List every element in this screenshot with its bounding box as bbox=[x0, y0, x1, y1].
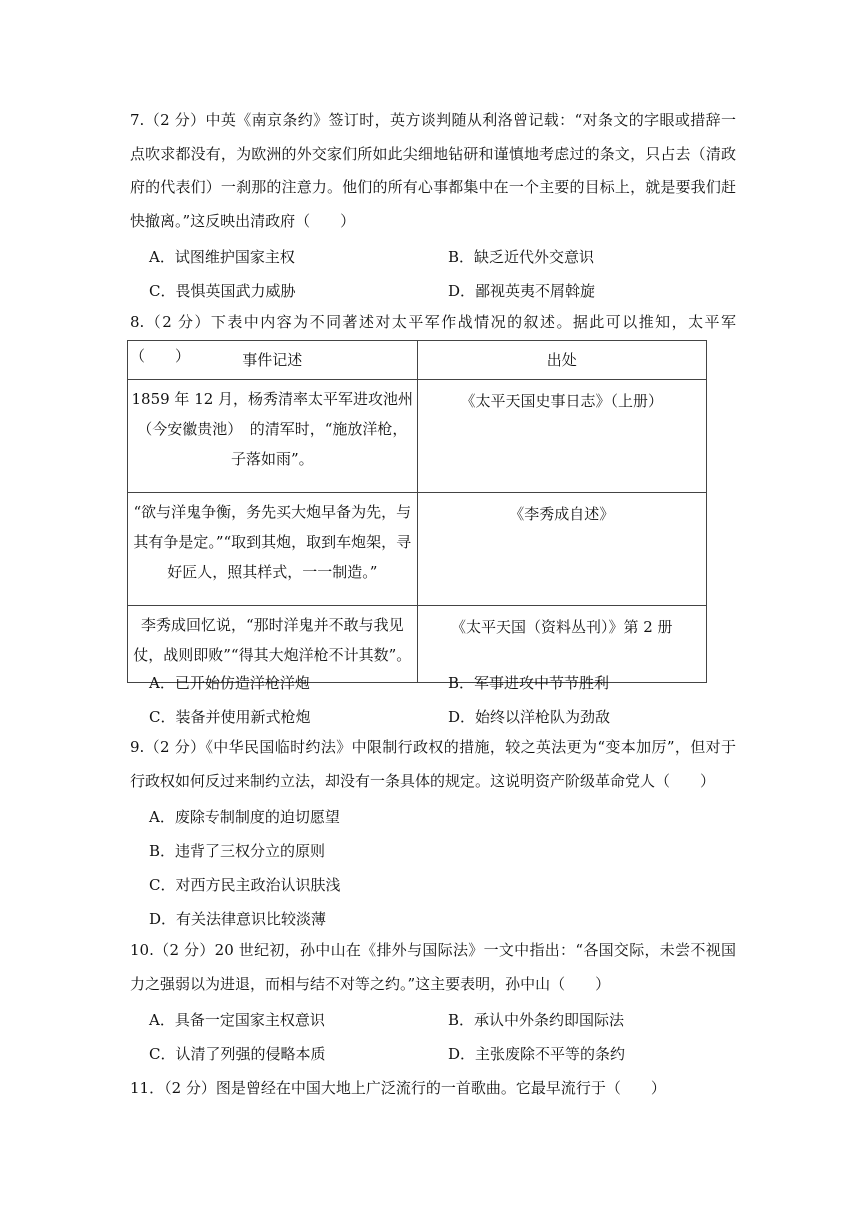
table-cell-source: 《太平天国（资料丛刊）》第 2 册 bbox=[417, 606, 706, 683]
question-8-option-a[interactable]: A．已开始仿造洋枪洋炮 bbox=[149, 674, 310, 692]
table-row bbox=[128, 380, 707, 493]
table-cell-record: 李秀成回忆说，“那时洋鬼并不敢与我见仗，战则即败”“得其大炮洋枪不计其数”。 bbox=[133, 616, 412, 664]
question-8-options-row-2 bbox=[149, 705, 749, 729]
table-cell-record: 1859 年 12 月，杨秀清率太平军进攻池州（今安徽贵池） 的清军时，“施放洋枪，子落如雨”。 bbox=[131, 390, 414, 468]
table-cell-source: 《李秀成自述》 bbox=[417, 493, 706, 606]
question-8-option-d[interactable]: D．始终以洋枪队为劲敌 bbox=[448, 708, 611, 726]
question-7-option-b[interactable]: B．缺乏近代外交意识 bbox=[448, 248, 595, 266]
question-10-option-d[interactable]: D．主张废除不平等的条约 bbox=[448, 1045, 626, 1063]
question-9-option-c[interactable]: C．对西方民主政治认识肤浅 bbox=[149, 876, 341, 894]
question-7-options-row-2 bbox=[149, 279, 749, 303]
events-table bbox=[127, 340, 707, 683]
table-row bbox=[128, 493, 707, 606]
question-8-stem: 8.（2 分）下表中内容为不同著述对太平军作战情况的叙述。据此可以推知，太平军（ ） bbox=[130, 313, 736, 365]
question-8-option-b[interactable]: B．军事进攻中节节胜利 bbox=[448, 674, 610, 692]
table-header-row bbox=[128, 341, 707, 380]
question-10-option-c[interactable]: C．认清了列强的侵略本质 bbox=[149, 1045, 326, 1063]
question-7-option-a[interactable]: A．试图维护国家主权 bbox=[149, 248, 295, 266]
question-7-stem: 7.（2 分）中英《南京条约》签订时，英方谈判随从利洛曾记载：“对条文的字眼或措辞一点吹求都没有，为欧洲的外交家们所如此尖细地钻研和谨慎地考虑过的条文，只占去（清政府的代表们）一刹那的注意力。他们的所有心事都集中在一个主要的目标上，就是要我们赶快撤离。”这反映出清政府（ ） bbox=[130, 111, 736, 230]
question-10-options-row-1 bbox=[149, 1008, 749, 1032]
question-10-option-a[interactable]: A．具备一定国家主权意识 bbox=[149, 1011, 325, 1029]
question-9-option-d[interactable]: D．有关法律意识比较淡薄 bbox=[149, 910, 327, 928]
question-9-option-b[interactable]: B．违背了三权分立的原则 bbox=[149, 842, 326, 860]
question-10-stem: 10.（2 分）20 世纪初，孙中山在《排外与国际法》一文中指出：“各国交际，未尝不视国力之强弱以为进退，而相与结不对等之约。”这主要表明，孙中山（ ） bbox=[130, 941, 736, 993]
question-9-stem: 9.（2 分）《中华民国临时约法》中限制行政权的措施，较之英法更为“变本加厉”，但对于行政权如何反过来制约立法，却没有一条具体的规定。这说明资产阶级革命党人（ ） bbox=[130, 738, 736, 790]
table-cell-record: “欲与洋鬼争衡，务先买大炮早备为先，与其有争是定。”“取到其炮，取到车炮架，寻好匠人，照其样式，一一制造。” bbox=[133, 503, 412, 581]
table-cell-source: 《太平天国史事日志》（上册） bbox=[417, 380, 706, 493]
question-7-option-d[interactable]: D．鄙视英夷不屑斡旋 bbox=[448, 282, 596, 300]
question-9-option-a[interactable]: A．废除专制制度的迫切愿望 bbox=[149, 808, 340, 826]
question-8-options-row-1 bbox=[149, 671, 749, 695]
question-11-stem: 11．（2 分）图是曾经在中国大地上广泛流行的一首歌曲。它最早流行于（ ） bbox=[130, 1079, 666, 1097]
question-10-options-row-2 bbox=[149, 1042, 749, 1066]
question-8-option-c[interactable]: C．装备并使用新式枪炮 bbox=[149, 708, 311, 726]
table-header-source: 出处 bbox=[417, 341, 706, 380]
question-7-option-c[interactable]: C．畏惧英国武力威胁 bbox=[149, 282, 296, 300]
question-7-options-row-1 bbox=[149, 245, 749, 269]
question-10-option-b[interactable]: B．承认中外条约即国际法 bbox=[448, 1011, 625, 1029]
table-header-record: 事件记述 bbox=[128, 341, 418, 380]
